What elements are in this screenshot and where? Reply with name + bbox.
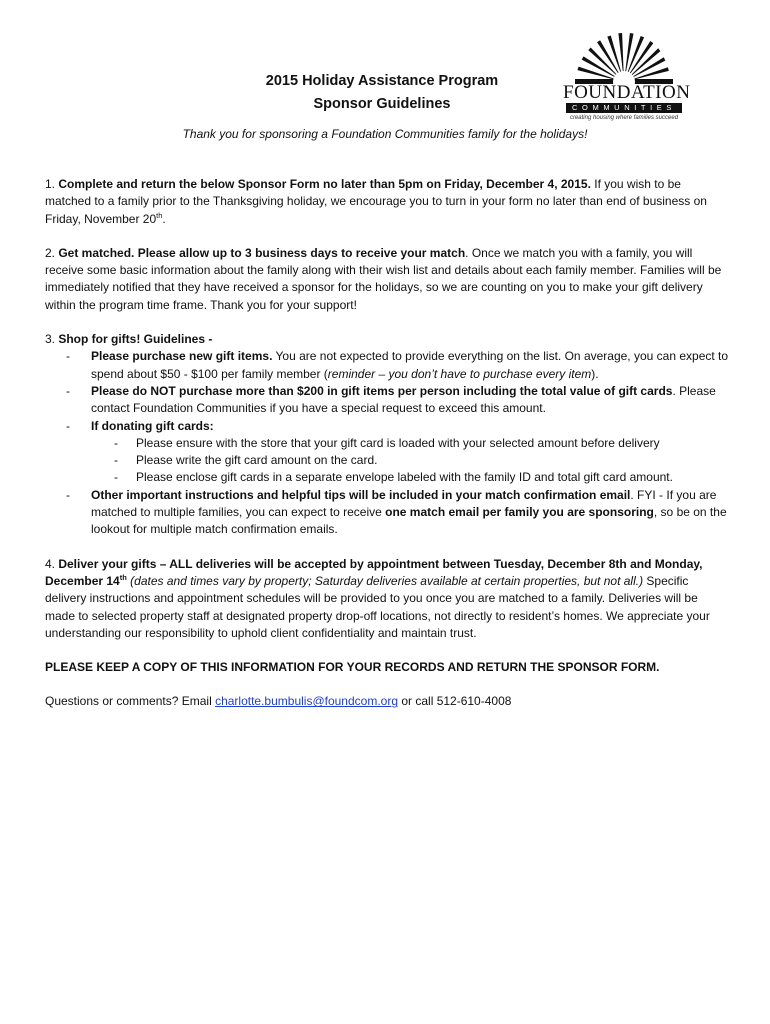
item1-end: ). [591, 366, 599, 381]
sublist-item: - Please ensure with the store that your gift card is loaded with your selected amount before delivery [91, 435, 730, 452]
section-3-heading [45, 331, 730, 348]
logo-tagline: creating housing where families succeed [569, 115, 679, 121]
logo-wordmark: FOUNDATION [563, 82, 691, 103]
section-1 [45, 176, 730, 228]
email-link[interactable]: charlotte.bumbulis@foundcom.org [215, 694, 399, 709]
logo-bar-text: COMMUNITIES [566, 103, 682, 113]
section-2-text: . Once we match you with a family, you will receive some basic information about the family along with their wish list and details about each family member. Families will be immediately notified that they have received a sponsor for the holidays, so we are counting on you to make your gift delivery within the program time frame. Thank you for your support! [45, 245, 722, 312]
intro-text: Thank you for sponsoring a Foundation Communities family for the holidays! [182, 127, 588, 141]
guidelines-list [45, 348, 730, 538]
item1-italic: reminder – you don’t have to purchase every item [327, 366, 592, 381]
item2-bold: Please do NOT purchase more than $200 in gift items per person including the total value of gift cards [91, 383, 673, 398]
section-1-text: If you wish to be matched to a family prior to the Thanksgiving holiday, we encourage you to turn in your form no later than end of business on Friday, November 20 [45, 177, 707, 226]
list-item [45, 383, 730, 418]
document-title [232, 70, 532, 116]
section-4-sup: th [119, 572, 127, 582]
section-2-number: 2. [45, 245, 59, 260]
item4-end: , so be on the lookout for multiple match confirmation emails. [91, 505, 727, 537]
sublist-item: - Please write the gift card amount on the card. [91, 452, 730, 469]
section-1-end: . [162, 211, 166, 226]
section-1-number: 1. [45, 177, 59, 191]
item1-bold: Please purchase new gift items. [91, 349, 273, 364]
list-item [45, 348, 730, 383]
section-2 [45, 245, 730, 314]
item4-bold: Other important instructions and helpful tips will be included in your match confirmation email [91, 487, 631, 502]
item3-bold: If donating gift cards: [91, 418, 214, 433]
item1-text: You are not expected to provide everything on the list. On average, you can expect to spend about $50 - $100 per family member ( [91, 349, 729, 381]
list-item [45, 418, 730, 487]
keep-copy-notice: PLEASE KEEP A COPY OF THIS INFORMATION FOR YOUR RECORDS AND RETURN THE SPONSOR FORM. [45, 660, 660, 675]
title-line-1: 2015 Holiday Assistance Program [265, 73, 499, 89]
contact-suffix: or call 512-610-4008 [398, 694, 512, 709]
section-3-number: 3. [45, 332, 59, 347]
contact-line [45, 693, 730, 710]
section-3 [45, 331, 730, 539]
item4-bold2: one match email per family you are sponsoring [385, 505, 654, 520]
item4-text: . FYI - If you are matched to multiple families, you can expect to receive [91, 487, 717, 520]
contact-prefix: Questions or comments? Email [45, 694, 216, 709]
foundation-communities-logo [563, 30, 691, 121]
sunburst-icon [563, 30, 685, 86]
section-4-italic: (dates and times vary by property; Saturday deliveries available at certain properties, but not all.) [126, 573, 644, 588]
document-body [45, 176, 730, 711]
item2-text: . Please contact Foundation Communities if you have a special request to exceed this amount. [91, 383, 716, 416]
section-4-text: Specific delivery instructions and appointment schedules will be provided to you once you are matched to a family. Deliveries will be made to selected property staff at designated property drop-off locations, not directly to resident’s homes. We appreciate your understanding our responsibility to uphold client confidentiality and maintain trust. [45, 573, 710, 640]
section-4-bold: Deliver your gifts – ALL deliveries will be accepted by appointment between Tuesday, December 8th and Monday, December 14 [45, 556, 703, 588]
gift-card-sublist [91, 435, 730, 487]
title-line-2: Sponsor Guidelines [313, 96, 451, 112]
list-item [45, 487, 730, 539]
section-2-bold: Get matched. Please allow up to 3 business days to receive your match [58, 245, 466, 260]
sublist-item: - Please enclose gift cards in a separate envelope labeled with the family ID and total gift card amount. [91, 469, 730, 486]
section-1-bold: Complete and return the below Sponsor Form no later than 5pm on Friday, December 4, 2015. [58, 177, 591, 191]
section-1-sup: th [156, 210, 163, 220]
section-3-heading-text: Shop for gifts! Guidelines - [58, 332, 213, 347]
section-4-number: 4. [45, 556, 59, 571]
section-4 [45, 556, 730, 642]
